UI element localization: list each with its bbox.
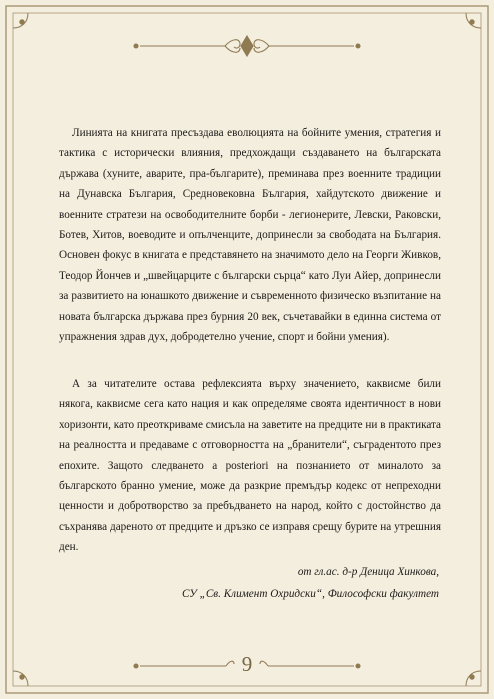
signature-affiliation: СУ „Св. Климент Охридски“, Философски факултет [181, 588, 439, 600]
body-text-block-2 [59, 374, 441, 558]
signature-author: от гл.ас. д-р Деница Хинкова, [297, 566, 439, 578]
paragraph-2: А за читателите остава рефлексията върху значението, каквисме били някога, каквисме сега като нация и как определяме своята идентичност в нови хоризонти, като преоткриваме смисъла на заветите на предците ни в практиката на реалността и предаваме с отговорността на „бранители“, съградентото през епохите. Защото следването a posteriori на познанието от миналото за българското бранно умение, може да разкрие премъдър кодекс от непреходни ценности и добротворство за пребъдването на народ, който с достойнство да съхранява дареното от предците и дръзко се изправя срещу бурите на утрешния ден. [59, 378, 441, 554]
page-number: 9 [241, 652, 253, 676]
top-ornament [134, 36, 360, 56]
corner-ornament-top-left [13, 13, 28, 28]
corner-ornament-top-right [466, 13, 481, 28]
body-text-block-1 [59, 123, 441, 347]
paragraph-1: Линията на книгата пресъздава еволюцията на бойните умения, стратегия и тактика с исторически влияния, предхождащи създаването на българската държава (хуните, аварите, пра-българите), преминава през военните традиции на Дунавска България, Средновековна България, хайдутското движение и военните стратези на освободителните борби - легионерите, Левски, Раковски, Ботев, Хитов, воеводите и опълченците, допринесли за свободата на България. Основен фокус в книгата е представянето на значимото дело на Георги Живков, Теодор Йончев и „швейцарците с български сърца“ като Луи Айер, допринесли за развитието на юнашкото движение и съвременното физическо възпитание на новата българска държава през бурния 20 век, съчетавайки в единна система от упражнения здрав дух, добродетелно учение, спорт и бойни умения). [59, 127, 441, 344]
